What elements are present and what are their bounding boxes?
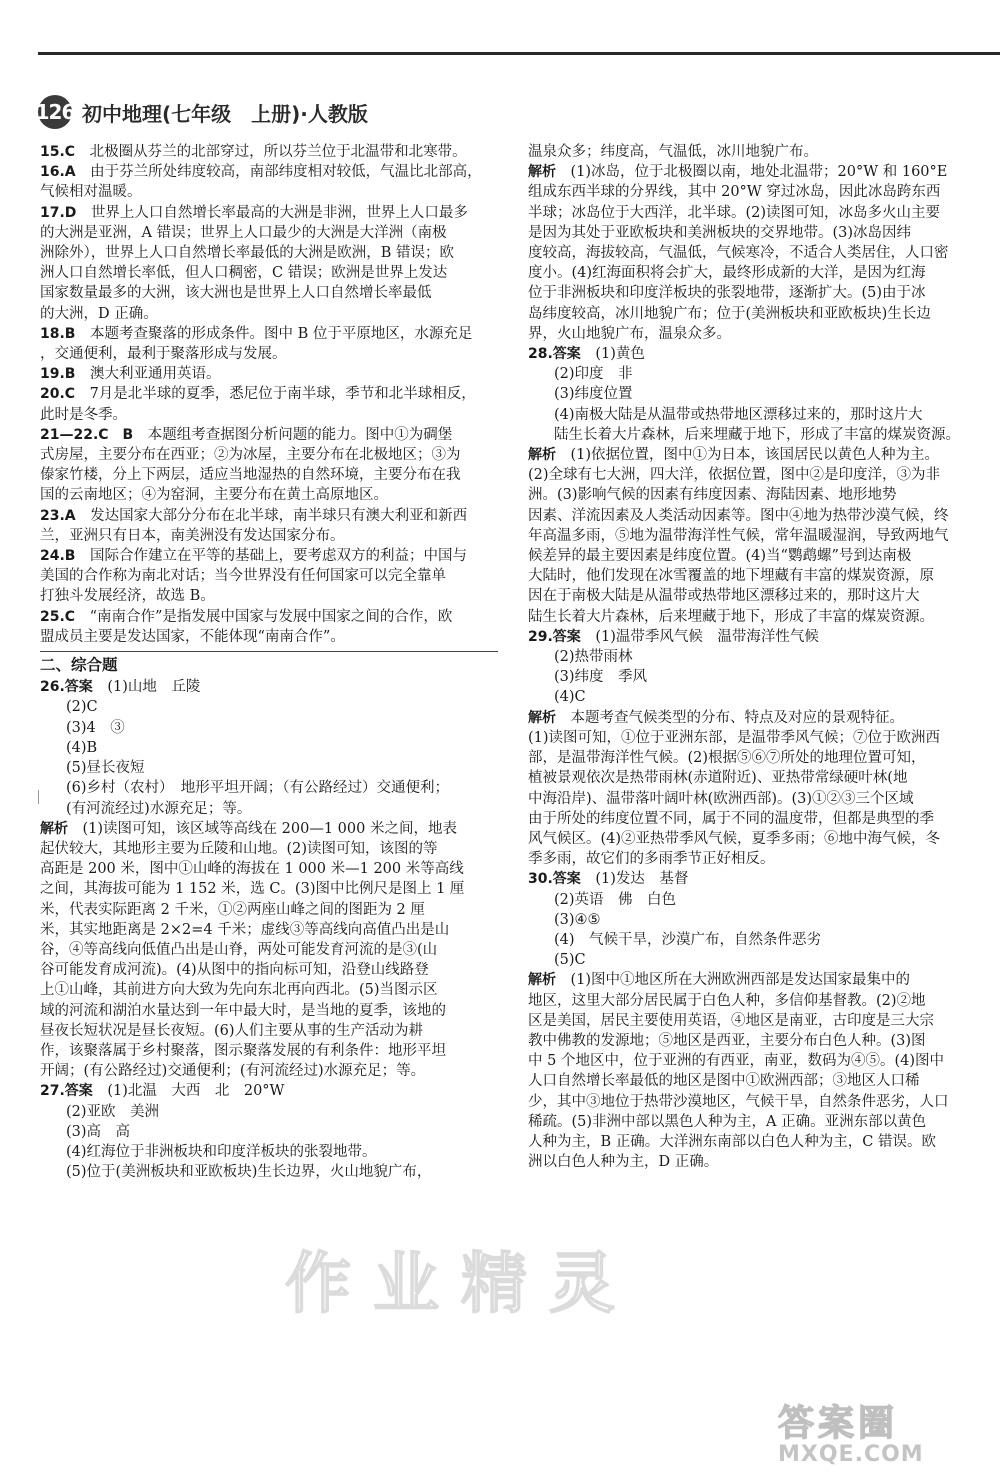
answer-text: 洲以白色人种为主，D 正确。: [528, 1154, 719, 1171]
text-line: [40, 960, 498, 980]
answer-text: (1)冰岛，位于北极圈以南，地处北温带；20°W 和 160°E: [570, 164, 948, 181]
answer-label: 24.B: [40, 548, 76, 565]
text-line: [528, 950, 970, 970]
section-divider: [40, 651, 498, 652]
text-line: [528, 465, 970, 485]
text-line: [40, 425, 498, 445]
text-line: [40, 182, 498, 202]
watermark-logo-text: 答案圈: [778, 1403, 899, 1444]
answer-text: (2)C: [66, 699, 98, 716]
answer-text: 因在于南极大陆是从温带或热带地区漂移过来的，那时这片大: [528, 588, 920, 605]
answer-text: (5)C: [554, 952, 586, 969]
text-line: [528, 243, 970, 263]
answer-block: [40, 677, 498, 818]
answer-text: 是因为其处于亚欧板块和美洲板块的交界地带。(3)冰岛因纬: [528, 224, 912, 241]
text-line: [528, 485, 970, 505]
answer-text: 岛纬度较高，冰川地貌广布；位于(美洲板块和亚欧板块)生长边: [528, 305, 931, 322]
answer-text: 北极圈从芬兰的北部穿过，所以芬兰位于北温带和北寒带。: [89, 144, 467, 160]
answer-text: 年高温多雨，⑤地为温带海洋性气候，常年温暖湿润，导致两地气: [528, 527, 949, 544]
answer-block: [528, 344, 970, 445]
text-line: [40, 324, 498, 344]
text-line: [528, 647, 970, 667]
answer-text: (1)读图可知，该区域等高线在 200—1 000 米之间，地表: [82, 820, 457, 837]
answer-block: [40, 162, 498, 202]
text-line: [528, 1051, 970, 1071]
answer-text: 度较高，海拔较高，气温低，气候寒冷，不适合人类居住，人口密: [528, 245, 949, 262]
page-header: [35, 95, 368, 129]
answer-text: 位于非洲板块和印度洋板块的张裂地带，逐渐扩大。(5)由于冰: [528, 285, 926, 302]
answer-label: 解析: [40, 820, 68, 837]
text-line: [40, 1021, 498, 1041]
text-line: [528, 203, 970, 223]
answer-block: [40, 506, 498, 546]
text-line: [528, 910, 970, 930]
text-line: [40, 566, 498, 586]
answer-text: (1)发达 基督: [595, 871, 689, 888]
text-line: [40, 980, 498, 1000]
answer-text: 的大洲是亚洲，A 错误；世界上人口最少的大洲是大洋洲（南极: [40, 224, 447, 241]
text-line: [40, 859, 498, 879]
text-line: [528, 263, 970, 283]
answer-label: 解析: [528, 447, 556, 464]
answer-label: 17.D: [40, 204, 77, 221]
answer-text: 上①山峰，其前进方向大致为先向东北再向西北。(5)当图示区: [40, 982, 438, 999]
text-line: [528, 1031, 970, 1051]
answer-text: 国的云南地区；④为窑洞，主要分布在黄土高原地区。: [40, 487, 388, 504]
answer-text: (有河流经过)水源充足；等。: [66, 800, 252, 817]
answer-text: 中海沿岸)、温带落叶阔叶林(欧洲西部)。(3)①②③三个区域: [528, 790, 914, 807]
answer-label: 15.C: [40, 144, 76, 160]
text-line: [40, 738, 498, 758]
text-line: [40, 526, 498, 546]
answer-text: 傣家竹楼，分上下两层，适应当地湿热的自然环境，主要分布在我: [40, 467, 461, 484]
answer-label: 28.答案: [528, 346, 581, 363]
answer-block: [40, 819, 498, 1082]
text-line: [528, 586, 970, 606]
answer-text: 少，其中③地位于热带沙漠地区，气候干旱，自然条件恶劣，人口: [528, 1093, 949, 1110]
answer-text: 美国的合作称为南北对话；当今世界没有任何国家可以完全靠单: [40, 568, 446, 585]
text-line: [40, 1142, 498, 1162]
text-line: [528, 384, 970, 404]
answer-text: 风气候区。(4)②亚热带季风气候，夏季多雨；⑥地中海气候，冬: [528, 830, 941, 847]
text-line: [528, 1152, 970, 1172]
answer-block: [40, 384, 498, 424]
answer-text: 陆生长着大片森林，后来埋藏于地下，形成了丰富的煤炭资源。: [528, 608, 934, 625]
section-title: 二、综合题: [40, 656, 118, 675]
answer-text: (5)昼长夜短: [66, 760, 145, 777]
answer-text: 陆生长着大片森林，后来埋藏于地下，形成了丰富的煤炭资源。: [554, 426, 960, 443]
answer-text: (6)乡村（农村） 地形平坦开阔；（有公路经过）交通便利；: [66, 780, 450, 797]
answer-block: [40, 546, 498, 607]
answer-text: 之间，其海拔可能为 1 152 米，选 C。(3)图中比例尺是图上 1 厘: [40, 881, 465, 898]
answer-text: 发达国家大部分分布在北半球，南半球只有澳大利亚和新西: [90, 507, 468, 524]
text-line: [528, 687, 970, 707]
answer-text: “南南合作”是指发展中国家与发展中国家之间的合作，欧: [89, 608, 453, 625]
text-line: [528, 667, 970, 687]
answer-text: 洲人口自然增长率低，但人口稠密，C 错误；欧洲是世界上发达: [40, 265, 448, 282]
text-line: [40, 940, 498, 960]
answer-text: 区是美国，居民主要使用英语，④地区是南亚，古印度是三大宗: [528, 1012, 934, 1029]
text-line: [40, 879, 498, 899]
answer-text: 洲。(3)影响气候的因素有纬度因素、海陆因素、地形地势: [528, 487, 897, 504]
answer-label: 解析: [528, 164, 556, 181]
text-line: [40, 506, 498, 526]
text-line: [40, 445, 498, 465]
text-line: [528, 425, 970, 445]
answer-text: 本题考查聚落的形成条件。图中 B 位于平原地区，水源充足: [89, 325, 473, 342]
text-line: [528, 1011, 970, 1031]
answer-text: (1)温带季风气候 温带海洋性气候: [595, 628, 819, 645]
answer-block: [528, 970, 970, 1172]
answer-block: [40, 364, 498, 384]
text-line: [40, 1122, 498, 1142]
answer-text: 米，代表实际距离 2 千米，①②两座山峰之间的图距为 2 厘: [40, 901, 425, 918]
text-line: [528, 445, 970, 465]
answer-text: 稀疏。(5)非洲中部以黑色人种为主，A 正确。亚洲东部以黄色: [528, 1113, 927, 1130]
text-line: [528, 869, 970, 889]
text-line: [40, 283, 498, 303]
answer-text: (1)读图可知，①位于亚洲东部，是温带季风气候；⑦位于欧洲西: [528, 729, 941, 746]
text-line: [40, 799, 498, 819]
answer-text: 起伏较大，其地形主要为丘陵和山地。(2)读图可知，该图的等: [40, 840, 438, 857]
text-line: [528, 708, 970, 728]
text-line: [528, 1092, 970, 1112]
answer-label: 21—22.C B: [40, 426, 134, 443]
answer-text: (3)④⑤: [554, 911, 601, 928]
text-line: [40, 920, 498, 940]
answer-text: 式房屋，主要分布在西亚；②为冰屋，主要分布在北极地区；③为: [40, 447, 461, 464]
answer-label: 23.A: [40, 507, 76, 524]
answer-text: (4) 气候干旱，沙漠广布，自然条件恶劣: [554, 931, 822, 948]
answer-label: 18.B: [40, 325, 76, 342]
answer-text: 气候相对温暖。: [40, 184, 142, 201]
answer-text: (1)依据位置，图中①为日本，该国居民以黄色人种为主。: [570, 447, 940, 464]
answer-text: 组成东西半球的分界线，其中 20°W 穿过冰岛，因此冰岛跨东西: [528, 184, 941, 201]
text-line: [528, 789, 970, 809]
left-column: [40, 142, 498, 1182]
text-line: [528, 627, 970, 647]
answer-text: 盟成员主要是发达国家，不能体现“南南合作”。: [40, 628, 345, 645]
text-line: [40, 1081, 498, 1101]
answer-text: 澳大利亚通用英语。: [89, 366, 221, 383]
answer-text: 部，是温带海洋性气候。(2)根据⑤⑥⑦所处的地理位置可知，: [528, 750, 926, 767]
answer-label: 16.A: [40, 164, 76, 181]
answer-text: 植被景观依次是热带雨林(赤道附近)、亚热带常绿硬叶林(地: [528, 770, 908, 787]
answer-block: [40, 203, 498, 324]
text-line: [40, 1102, 498, 1122]
answer-text: 人种为主，B 正确。大洋洲东南部以白色人种为主，C 错误。欧: [528, 1133, 936, 1150]
answer-text: (4)红海位于非洲板块和印度洋板块的张裂地带。: [66, 1143, 377, 1160]
text-line: [528, 364, 970, 384]
text-line: [40, 162, 498, 182]
text-line: [528, 991, 970, 1011]
page-title: 初中地理(七年级 上册)·人教版: [82, 101, 368, 126]
answer-text: 世界上人口自然增长率最高的大洲是非洲，世界上人口最多: [90, 204, 468, 221]
answer-text: 国家数量最多的大洲，该大洲也是世界上人口自然增长率最低: [40, 285, 432, 302]
answer-label: 30.答案: [528, 871, 581, 888]
text-line: [528, 162, 970, 182]
watermark-text: 作业精灵: [285, 1245, 637, 1322]
text-line: [528, 930, 970, 950]
answer-text: 谷，④等高线向低值凸出是山脊，两处可能发育河流的是③(山: [40, 941, 438, 958]
text-line: [528, 506, 970, 526]
text-line: [40, 243, 498, 263]
answer-label: 25.C: [40, 608, 76, 625]
text-line: [528, 1112, 970, 1132]
text-line: [528, 1071, 970, 1091]
text-line: [528, 304, 970, 324]
answer-text: (3)4 ③: [66, 719, 125, 736]
answer-text: (2)热带雨林: [554, 649, 633, 666]
answer-block: [40, 607, 498, 647]
answer-label: 19.B: [40, 366, 76, 383]
text-line: [528, 607, 970, 627]
answer-text: 本题组考查据图分析问题的能力。图中①为碉堡: [147, 426, 453, 443]
answer-block: [40, 324, 498, 364]
watermark-logo-url: MXQE.COM: [778, 1442, 924, 1467]
text-line: [528, 748, 970, 768]
answer-text: 本题考查气候类型的分布、特点及对应的景观特征。: [570, 709, 904, 726]
text-line: [528, 970, 970, 990]
text-line: [40, 718, 498, 738]
answer-text: 由于芬兰所处纬度较高，南部纬度相对较低，气温比北部高，: [90, 164, 482, 181]
text-line: [40, 758, 498, 778]
answer-block: [40, 142, 498, 162]
text-line: [40, 900, 498, 920]
answer-text: (2)印度 非: [554, 366, 633, 383]
answer-text: 打独斗发展经济，故选 B。: [40, 588, 215, 605]
text-line: [528, 566, 970, 586]
text-line: [40, 263, 498, 283]
answer-text: (3)高 高: [66, 1123, 131, 1140]
text-line: [40, 778, 498, 798]
answer-label: 20.C: [40, 386, 76, 403]
answer-text: (1)图中①地区所在大洲欧洲西部是发达国家最集中的: [570, 972, 911, 989]
text-line: [40, 1061, 498, 1081]
answer-text: (4)C: [554, 689, 586, 706]
answer-block: [528, 162, 970, 344]
answer-text: (2)全球有七大洲，四大洋，依据位置，图中②是印度洋，③为非: [528, 467, 941, 484]
text-line: [528, 526, 970, 546]
text-line: [40, 697, 498, 717]
answer-text: (2)亚欧 美洲: [66, 1103, 160, 1120]
text-line: [528, 849, 970, 869]
answer-block: [528, 869, 970, 970]
text-line: [528, 728, 970, 748]
page-number: 126: [38, 95, 72, 129]
text-line: [40, 819, 498, 839]
answer-text: (4)南极大陆是从温带或热带地区漂移过来的，那时这片大: [554, 406, 923, 423]
text-line: [40, 839, 498, 859]
answer-text: 米，其实地距离是 2×2=4 千米；虚线③等高线向高值凸出是山: [40, 921, 450, 938]
answer-text: (2)英语 佛 白色: [554, 891, 677, 908]
answer-text: (3)纬度 季风: [554, 669, 648, 686]
right-column: [528, 142, 970, 1172]
top-rule: [38, 52, 1000, 55]
answer-block: [40, 425, 498, 506]
text-line: [40, 1041, 498, 1061]
answer-label: 27.答案: [40, 1083, 93, 1100]
text-line: [528, 768, 970, 788]
text-line: [40, 203, 498, 223]
text-line: [40, 384, 498, 404]
answer-text: (1)山地 丘陵: [107, 679, 201, 696]
answer-text: 候差异的最主要因素是纬度位置。(4)当“鹦鹉螺”号到达南极: [528, 548, 912, 565]
answer-text: 大陆时，他们发现在冰雪覆盖的地下埋藏有丰富的煤炭资源，原: [528, 568, 934, 585]
answer-label: 29.答案: [528, 628, 581, 645]
answer-block: [528, 445, 970, 627]
scan-mark: [38, 790, 39, 804]
text-line: [528, 182, 970, 202]
text-line: [40, 607, 498, 627]
text-line: [40, 142, 498, 162]
text-line: [528, 324, 970, 344]
text-line: [528, 223, 970, 243]
text-line: [40, 627, 498, 647]
text-line: [40, 405, 498, 425]
answer-text: 7月是北半球的夏季，悉尼位于南半球，季节和北半球相反，: [89, 386, 476, 403]
answer-text: 高距是 200 米，图中①山峰的海拔在 1 000 米—1 200 米等高线: [40, 861, 464, 878]
text-line: [40, 586, 498, 606]
answer-text: (1)黄色: [595, 346, 645, 363]
text-line: [40, 1162, 498, 1182]
text-line: [40, 1001, 498, 1021]
answer-text: 昼夜长短状况是昼长夜短。(6)人们主要从事的生产活动为耕: [40, 1022, 424, 1039]
answer-text: 教中佛教的发源地；⑤地区是西亚，主要分布白色人种。(3)图: [528, 1032, 926, 1049]
watermark-logo: [778, 1395, 988, 1467]
text-line: [40, 485, 498, 505]
answer-text: 因素、洋流因素及人类活动因素等。图中④地为热带沙漠气候，终: [528, 507, 949, 524]
answer-text: (5)位于(美洲板块和亚欧板块)生长边界，火山地貌广布，: [66, 1164, 432, 1181]
answer-label: 解析: [528, 972, 556, 989]
text-line: [528, 546, 970, 566]
answer-label: 解析: [528, 709, 556, 726]
answer-text: (4)B: [66, 739, 98, 756]
answer-text: 半球；冰岛位于大西洋，北半球。(2)读图可知，冰岛多火山主要: [528, 204, 941, 221]
answer-text: 洲除外），世界上人口自然增长率最低的大洲是欧洲，B 错误；欧: [40, 245, 455, 262]
answer-text: 作，该聚落属于乡村聚落，图示聚落发展的有利条件：地形平坦: [40, 1042, 446, 1059]
answer-text: 中 5 个地区中，位于亚洲的有西亚，南亚，数码为④⑤。(4)图中: [528, 1053, 944, 1070]
answer-text: 的大洲，D 正确。: [40, 305, 158, 322]
answer-block: [40, 1081, 498, 1182]
text-line: [528, 142, 970, 162]
answer-text: 温泉众多；纬度高，气温低，冰川地貌广布。: [528, 144, 818, 160]
text-line: [528, 283, 970, 303]
text-line: [40, 677, 498, 697]
answer-block: [528, 627, 970, 708]
text-line: [528, 890, 970, 910]
answer-label: 26.答案: [40, 679, 93, 696]
answer-text: (3)纬度位置: [554, 386, 633, 403]
answer-text: 度小。(4)红海面积将会扩大，最终形成新的大洋，是因为红海: [528, 265, 926, 282]
text-line: [40, 344, 498, 364]
answer-text: 兰，亚洲只有日本，南美洲没有发达国家分布。: [40, 527, 345, 544]
answer-text: 季多雨，故它们的多雨季节正好相反。: [528, 851, 775, 868]
answer-text: 开阔；(有公路经过)交通便利；(有河流经过)水源充足；等。: [40, 1063, 426, 1080]
answer-block: [528, 142, 970, 162]
answer-text: 域的河流和湖泊水量达到一年中最大时，是当地的夏季，该地的: [40, 1002, 446, 1019]
text-line: [40, 223, 498, 243]
text-line: [40, 546, 498, 566]
answer-text: ，交通便利，最利于聚落形成与发展。: [40, 346, 287, 363]
answer-block: [528, 708, 970, 870]
answer-text: 由于所处的纬度位置不同，属于不同的温度带，但都是典型的季: [528, 810, 934, 827]
text-line: [40, 304, 498, 324]
answer-text: (1)北温 大西 北 20°W: [107, 1083, 285, 1100]
text-line: [528, 809, 970, 829]
text-line: [528, 344, 970, 364]
text-line: [40, 364, 498, 384]
text-line: [528, 1132, 970, 1152]
answer-text: 谷可能发育成河流)。(4)从图中的指向标可知，沿登山线路登: [40, 962, 429, 979]
text-line: [528, 829, 970, 849]
text-line: [40, 465, 498, 485]
answer-text: 国际合作建立在平等的基础上，要考虑双方的利益；中国与: [89, 548, 467, 565]
text-line: [528, 405, 970, 425]
answer-text: 人口自然增长率最低的地区是图中①欧洲西部；③地区人口稀: [528, 1073, 920, 1090]
answer-text: 地区，这里大部分居民属于白色人种，多信仰基督教。(2)②地: [528, 992, 926, 1009]
answer-text: 此时是冬季。: [40, 406, 127, 423]
answer-text: 界，火山地貌广布，温泉众多。: [528, 325, 731, 342]
